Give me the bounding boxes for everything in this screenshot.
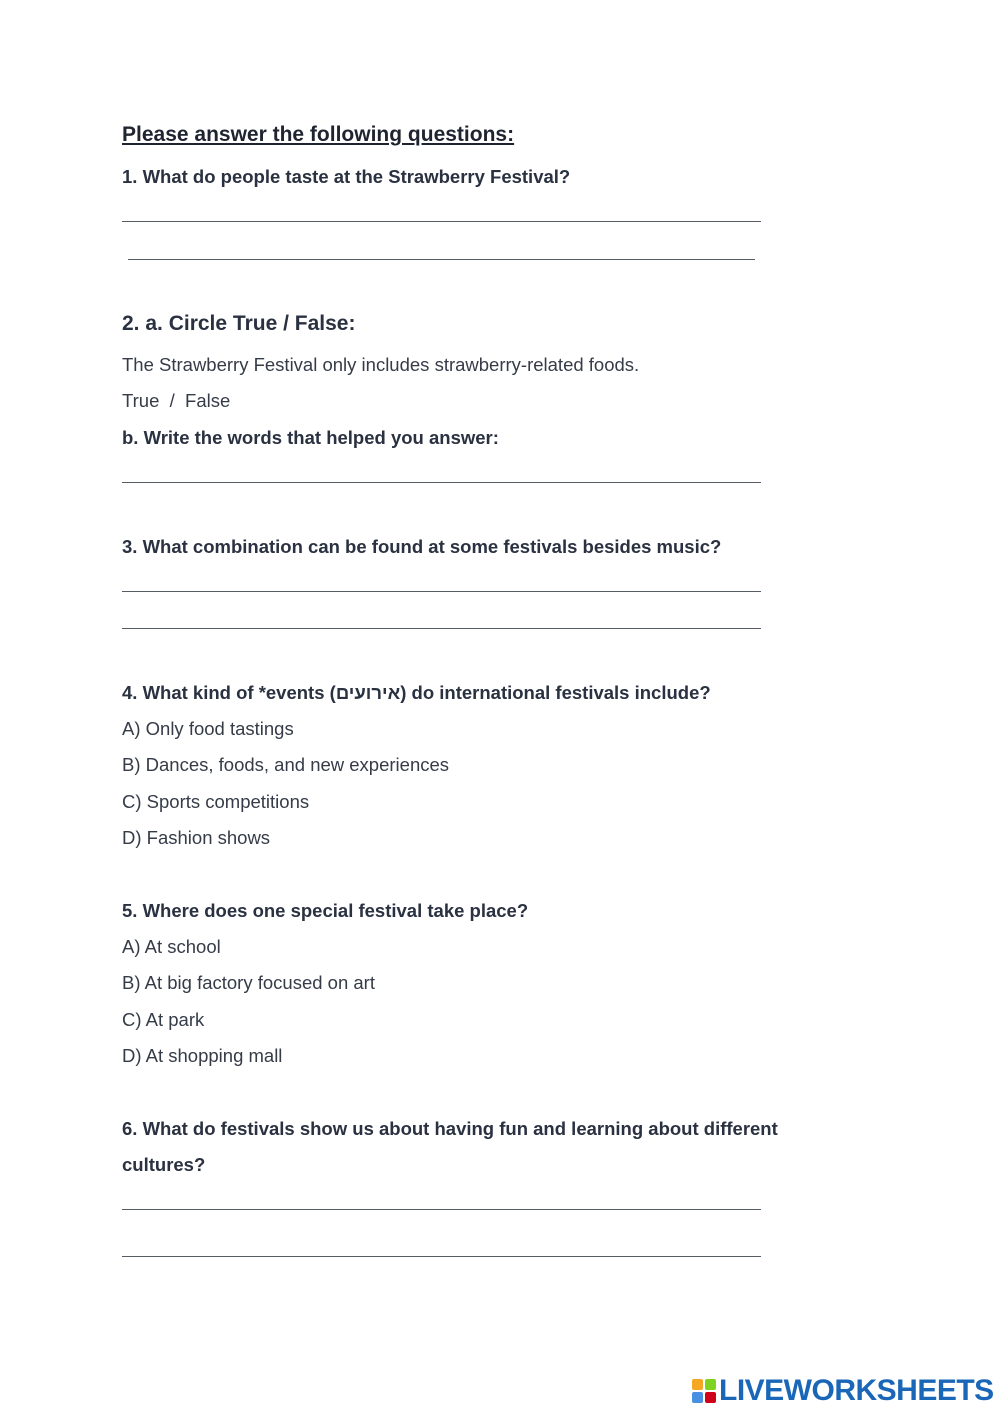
question-4-text-post: ) do international festivals include? (400, 682, 711, 703)
answer-line-3a[interactable] (122, 591, 761, 592)
q5-option-b[interactable]: B) At big factory focused on art (122, 972, 375, 993)
question-5: 5. Where does one special festival take place? (122, 900, 529, 921)
worksheet-title: Please answer the following questions: (122, 123, 515, 146)
true-false-choices[interactable]: True / False (122, 390, 231, 411)
question-6-line-2: cultures? (122, 1154, 206, 1175)
answer-line-2b[interactable] (122, 482, 761, 483)
q4-option-d[interactable]: D) Fashion shows (122, 827, 271, 848)
question-2-part-b: b. Write the words that helped you answer: (122, 427, 499, 448)
logo-grid-icon (692, 1379, 716, 1403)
liveworksheets-logo (692, 1374, 994, 1408)
q4-option-a[interactable]: A) Only food tastings (122, 718, 294, 739)
q5-option-a[interactable]: A) At school (122, 936, 221, 957)
question-4-text-pre: 4. What kind of *events ( (122, 682, 336, 703)
answer-line-6a[interactable] (122, 1209, 761, 1210)
question-3: 3. What combination can be found at some festivals besides music? (122, 536, 722, 557)
q4-option-c[interactable]: C) Sports competitions (122, 791, 310, 812)
answer-line-1b[interactable] (128, 259, 755, 260)
answer-line-3b[interactable] (122, 628, 761, 629)
q5-option-c[interactable]: C) At park (122, 1009, 205, 1030)
q5-option-d[interactable]: D) At shopping mall (122, 1045, 283, 1066)
q4-option-b[interactable]: B) Dances, foods, and new experiences (122, 754, 450, 775)
question-4 (122, 682, 711, 704)
question-2-heading: 2. a. Circle True / False: (122, 312, 356, 335)
question-6-line-1: 6. What do festivals show us about having fun and learning about different (122, 1118, 778, 1139)
question-1: 1. What do people taste at the Strawberry Festival? (122, 166, 571, 187)
answer-line-6b[interactable] (122, 1256, 761, 1257)
question-4-hebrew-word: אירועים (335, 682, 401, 703)
logo-text: LIVEWORKSHEETS (719, 1374, 994, 1407)
answer-line-1a[interactable] (122, 221, 761, 222)
question-2-statement: The Strawberry Festival only includes strawberry-related foods. (122, 354, 640, 375)
